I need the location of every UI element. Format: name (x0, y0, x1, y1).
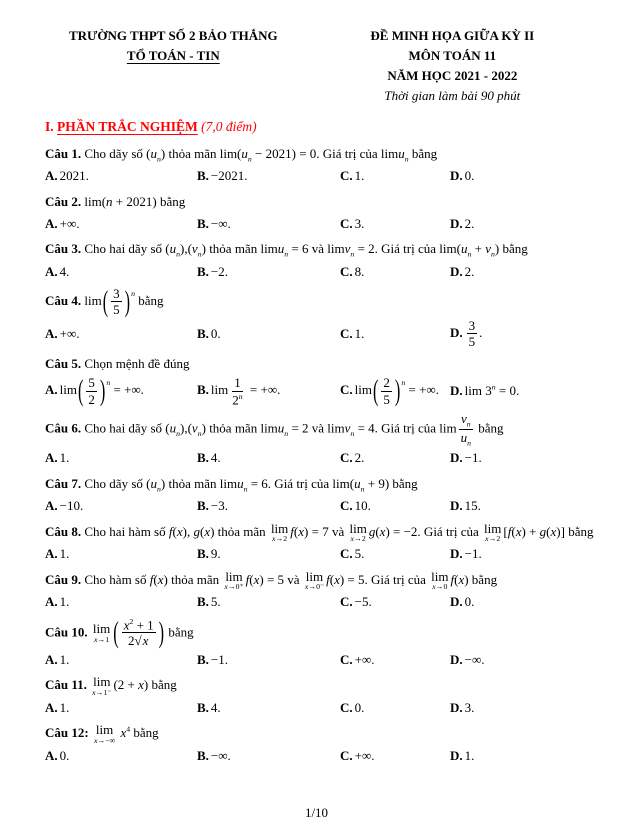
answer-row (45, 318, 603, 350)
answer-label: A. (45, 546, 58, 562)
answer-option (45, 649, 197, 671)
answer-text: −10. (59, 498, 84, 514)
answer-label: A. (45, 652, 58, 668)
answer-label: D. (450, 450, 463, 466)
answer-text: lim $\frac{1}{2^n}$ = +∞. (210, 375, 281, 408)
answer-label: D. (450, 700, 463, 716)
answer-label: B. (197, 498, 209, 514)
answer-text: −1. (210, 652, 229, 668)
question-stem: Câu 9. Cho hàm số f(x) thỏa mãn lim x→0⁺ f(x) = 5 và lim x→0⁻ f(x) = 5. Giá trị của lim x→0 f(x) bằng (45, 568, 498, 592)
question (45, 143, 603, 188)
answer-text: 0. (210, 325, 221, 341)
answer-label: D. (450, 748, 463, 764)
answer-label: C. (340, 546, 353, 562)
question (45, 473, 603, 518)
answer-label: C. (340, 263, 353, 279)
school-name: TRƯỜNG THPT SỐ 2 BẢO THẮNG (69, 28, 278, 43)
answer-text: lim ( $\frac{2}{5}$ ) $^n$ = +∞. (354, 374, 439, 408)
answer-label: A. (45, 700, 58, 716)
answer-text: 4. (210, 450, 221, 466)
answer-label: A. (45, 325, 58, 341)
answer-option (450, 745, 603, 767)
answer-text: +∞. (354, 652, 375, 668)
answer-label: C. (340, 594, 353, 610)
section-points: (7,0 điểm) (197, 118, 257, 134)
answer-option (340, 165, 450, 187)
answer-option (450, 591, 603, 613)
answer-text: 5. (210, 594, 221, 610)
answer-option (45, 165, 197, 187)
answer-label: B. (197, 546, 209, 562)
answer-label: B. (197, 652, 209, 668)
answer-row (45, 375, 603, 408)
question (45, 238, 603, 283)
question-stem: Câu 8. Cho hai hàm số f(x), g(x) thỏa mãn lim x→2 f(x) = 7 và lim x→2 g(x) = −2. Giá trị của lim x→2 [f(x) + g(x)] bằng (45, 520, 594, 544)
answer-label: C. (340, 748, 353, 764)
answer-label: D. (450, 652, 463, 668)
answer-label: C. (340, 498, 353, 514)
answer-option (450, 380, 603, 402)
answer-option (45, 213, 197, 235)
school-block (45, 26, 302, 107)
answer-text: +∞. (59, 215, 80, 231)
answer-option (45, 495, 197, 517)
answer-option (197, 375, 340, 408)
exam-subject: MÔN TOÁN 11 (408, 48, 497, 64)
question (45, 617, 603, 672)
answer-option (197, 697, 340, 719)
answer-option (45, 447, 197, 469)
answer-label: D. (450, 215, 463, 231)
answer-option (197, 543, 340, 565)
sqrt-symbol: √x (134, 633, 149, 649)
question-stem: Câu 1. Cho dãy số $(u_n)$ thỏa mãn $\lim(u_n - 2021) = 0$. Giá trị của limu$_n$ bằng (45, 145, 438, 164)
answer-text: $\lim 3^n = 0$. (464, 382, 520, 399)
answer-text: 0. (354, 700, 365, 716)
answer-label: A. (45, 215, 58, 231)
answer-option (197, 165, 340, 187)
answer-text: 2. (464, 215, 475, 231)
answer-label: A. (45, 498, 58, 514)
answer-option (340, 543, 450, 565)
answer-text: 0. (464, 168, 475, 184)
answer-text: 4. (210, 700, 221, 716)
answer-option (450, 495, 603, 517)
question (45, 353, 603, 408)
section-title: PHẦN TRẮC NGHIỆM (57, 118, 198, 134)
answer-option (45, 591, 197, 613)
answer-label: A. (45, 450, 58, 466)
answer-text: 8. (354, 263, 365, 279)
answer-option (340, 323, 450, 345)
question (45, 286, 603, 350)
answer-text: −1. (464, 450, 482, 466)
answer-label: D. (450, 168, 463, 184)
answer-option (450, 697, 603, 719)
answer-label: A. (45, 748, 58, 764)
answer-row (45, 447, 603, 469)
answer-option (450, 543, 603, 565)
answer-text: 0. (59, 748, 70, 764)
answer-row (45, 495, 603, 517)
exam-year: NĂM HỌC 2021 - 2022 (387, 68, 518, 84)
answer-label: C. (340, 215, 353, 231)
answer-option (197, 745, 340, 767)
answer-label: B. (197, 215, 209, 231)
answer-text: lim ( $\frac{5}{2}$ ) $^n$ = +∞. (59, 374, 144, 408)
exam-title: ĐỀ MINH HỌA GIỮA KỲ II (370, 28, 535, 43)
answer-row (45, 165, 603, 187)
answer-text: 5. (354, 546, 365, 562)
question-stem: Câu 10. lim x→1 ( $\frac{x^2 + 1}{2√x}$ ) bằng (45, 616, 194, 649)
answer-label: D. (450, 498, 463, 514)
answer-row (45, 213, 603, 235)
answer-label: B. (197, 450, 209, 466)
answer-label: B. (197, 748, 209, 764)
answer-label: D. (450, 324, 463, 340)
answer-label: C. (340, 325, 353, 341)
answer-option (340, 591, 450, 613)
question (45, 521, 603, 566)
question-stem: Câu 3. Cho hai dãy số $(u_n),(v_n)$ thỏa mãn limu$_n$ = 6 và limv$_n$ = 2. Giá trị của $\lim(u_n + v_n)$ bằng (45, 240, 528, 259)
answer-text: −2. (210, 263, 229, 279)
question (45, 569, 603, 614)
answer-option (197, 495, 340, 517)
exam-duration: Thời gian làm bài 90 phút (384, 88, 521, 104)
answer-label: C. (340, 382, 353, 398)
answer-text: 2021. (59, 168, 89, 184)
question (45, 411, 603, 470)
answer-label: B. (197, 168, 209, 184)
answer-option (45, 375, 197, 407)
answer-text: 1. (59, 594, 70, 610)
answer-text: −∞. (210, 215, 231, 231)
answer-text: 4. (59, 263, 70, 279)
answer-option (450, 213, 603, 235)
question-stem: Câu 12: lim x→−∞ $x^4$ bằng (45, 722, 159, 745)
answer-option (45, 697, 197, 719)
answer-row (45, 745, 603, 767)
answer-option (197, 261, 340, 283)
answer-option (450, 318, 603, 350)
answer-option (450, 447, 603, 469)
answer-option (45, 261, 197, 283)
answer-option (197, 323, 340, 345)
answer-option (340, 745, 450, 767)
question-list (45, 143, 603, 768)
question (45, 674, 603, 719)
answer-row (45, 649, 603, 671)
answer-label: A. (45, 168, 58, 184)
answer-label: B. (197, 263, 209, 279)
answer-text: −5. (354, 594, 372, 610)
question-stem: Câu 7. Cho dãy số $(u_n)$ thỏa mãn limu$_n$ = 6. Giá trị của $\lim(u_n + 9)$ bằng (45, 475, 418, 494)
question (45, 191, 603, 235)
answer-label: D. (450, 546, 463, 562)
answer-text: 1. (354, 325, 365, 341)
answer-label: C. (340, 168, 353, 184)
answer-label: B. (197, 700, 209, 716)
answer-label: C. (340, 450, 353, 466)
answer-text: 9. (210, 546, 221, 562)
answer-row (45, 261, 603, 283)
answer-label: C. (340, 652, 353, 668)
question-stem: Câu 4. lim ( $\frac{3}{5}$ ) $^n$ bằng (45, 285, 164, 318)
question-stem: Câu 11. lim x→1⁻ (2 + x) bằng (45, 674, 177, 697)
answer-row (45, 697, 603, 719)
answer-text: 3. (354, 215, 365, 231)
answer-option (340, 213, 450, 235)
answer-text: 1. (354, 168, 365, 184)
answer-text: 2. (354, 450, 365, 466)
answer-label: B. (197, 382, 209, 398)
department-name: TỔ TOÁN - TIN (126, 48, 220, 64)
page-number: 1/10 (304, 805, 329, 820)
answer-option (197, 447, 340, 469)
answer-label: C. (340, 700, 353, 716)
answer-text: $\frac{3}{5}$ . (468, 317, 483, 350)
answer-option (450, 165, 603, 187)
answer-option (340, 261, 450, 283)
answer-row (45, 543, 603, 565)
answer-option (450, 649, 603, 671)
answer-text: 1. (59, 546, 70, 562)
answer-row (45, 591, 603, 613)
question-stem: Câu 6. Cho hai dãy số $(u_n),(v_n)$ thỏa mãn limu$_n$ = 2 và limv$_n$ = 4. Giá trị của lim $\frac{v_n}{u_n}$ bằng (45, 410, 504, 448)
answer-option (45, 323, 197, 345)
answer-text: −3. (210, 498, 229, 514)
answer-text: 15. (464, 498, 481, 514)
answer-text: 10. (354, 498, 371, 514)
answer-label: B. (197, 325, 209, 341)
section-heading (45, 119, 603, 135)
answer-text: 1. (59, 652, 70, 668)
answer-text: 0. (464, 594, 475, 610)
exam-info-block (302, 26, 603, 107)
question-stem: Câu 2. lim(n + 2021) bằng (45, 193, 186, 209)
answer-text: 1. (59, 700, 70, 716)
answer-text: −∞. (210, 748, 231, 764)
question (45, 722, 603, 767)
answer-text: +∞. (354, 748, 375, 764)
answer-text: 1. (464, 748, 475, 764)
answer-text: −1. (464, 546, 482, 562)
answer-label: D. (450, 594, 463, 610)
question-stem: Câu 5. Chọn mệnh đề đúng (45, 356, 190, 371)
answer-label: A. (45, 382, 58, 398)
answer-option (45, 543, 197, 565)
answer-text: −2021. (210, 168, 248, 184)
answer-text: −∞. (464, 652, 485, 668)
answer-option (450, 261, 603, 283)
answer-option (340, 697, 450, 719)
section-numeral: I. (45, 118, 58, 134)
answer-option (340, 649, 450, 671)
answer-label: A. (45, 263, 58, 279)
answer-option (197, 649, 340, 671)
answer-option (197, 213, 340, 235)
answer-option (197, 591, 340, 613)
answer-text: 3. (464, 700, 475, 716)
answer-option (340, 375, 450, 407)
answer-option (45, 745, 197, 767)
document-header (45, 26, 603, 107)
answer-label: D. (450, 383, 463, 399)
answer-option (340, 447, 450, 469)
answer-label: A. (45, 594, 58, 610)
answer-option (340, 495, 450, 517)
answer-text: 1. (59, 450, 70, 466)
answer-label: D. (450, 263, 463, 279)
answer-text: +∞. (59, 325, 80, 341)
answer-label: B. (197, 594, 209, 610)
answer-text: 2. (464, 263, 475, 279)
